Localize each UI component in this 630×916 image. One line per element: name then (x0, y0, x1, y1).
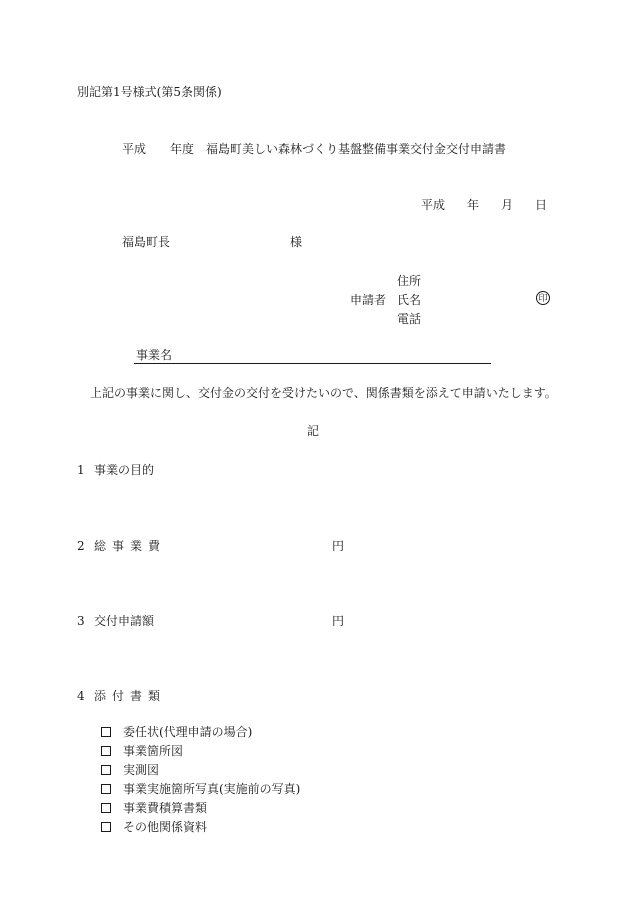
section-3-number: 3 (77, 614, 85, 628)
attachment-item (101, 745, 300, 764)
attachment-item (101, 764, 300, 783)
form-number: 別記第1号様式(第5条関係) (77, 85, 222, 99)
section-4-number: 4 (77, 689, 85, 703)
checkbox-icon[interactable] (101, 822, 111, 832)
ki-heading: 記 (307, 424, 320, 438)
attachment-item (101, 783, 300, 802)
attachment-label: その他関係資料 (123, 820, 208, 834)
section-3-unit: 円 (332, 614, 345, 628)
section-2-number: 2 (77, 539, 85, 553)
attachment-list (101, 726, 300, 840)
section-1-number: 1 (77, 463, 85, 477)
attachment-label: 事業実施箇所写真(実施前の写真) (123, 782, 301, 796)
application-statement: 上記の事業に関し、交付金の交付を受けたいので、関係書類を添えて申請いたします。 (90, 386, 557, 400)
application-date (421, 199, 547, 211)
name-field-label: 氏名 (397, 293, 422, 307)
seal-mark: 印 (536, 291, 550, 305)
checkbox-icon[interactable] (101, 746, 111, 756)
attachment-item (101, 821, 300, 840)
attachment-label: 委任状(代理申請の場合) (123, 725, 253, 739)
project-name-field[interactable] (134, 349, 491, 364)
attachment-item (101, 802, 300, 821)
attachment-label: 事業費積算書類 (123, 801, 208, 815)
section-4-title: 添付書類 (94, 689, 167, 703)
checkbox-icon[interactable] (101, 765, 111, 775)
date-era: 平成 (421, 198, 446, 212)
date-month: 月 (501, 198, 514, 212)
title-era: 平成 (122, 142, 147, 156)
attachment-label: 事業箇所図 (123, 744, 184, 758)
checkbox-icon[interactable] (101, 784, 111, 794)
date-year: 年 (467, 198, 480, 212)
checkbox-icon[interactable] (101, 727, 111, 737)
section-2-unit: 円 (332, 539, 345, 553)
project-name-label: 事業名 (136, 348, 173, 362)
phone-field-label: 電話 (397, 312, 422, 326)
section-2-title: 総事業費 (94, 539, 167, 553)
addressee-honorific: 様 (290, 235, 303, 249)
checkbox-icon[interactable] (101, 803, 111, 813)
section-1-title: 事業の目的 (94, 463, 155, 477)
attachment-item (101, 726, 300, 745)
address-field-label: 住所 (397, 274, 422, 288)
document-title (122, 143, 506, 155)
title-name: 福島町美しい森林づくり基盤整備事業交付金交付申請書 (206, 142, 507, 156)
date-day: 日 (535, 198, 548, 212)
section-3-title: 交付申請額 (94, 614, 155, 628)
addressee-name: 福島町長 (122, 235, 171, 249)
title-fiscal-year: 年度 (170, 142, 195, 156)
attachment-label: 実測図 (123, 763, 160, 777)
applicant-label: 申請者 (350, 293, 387, 307)
